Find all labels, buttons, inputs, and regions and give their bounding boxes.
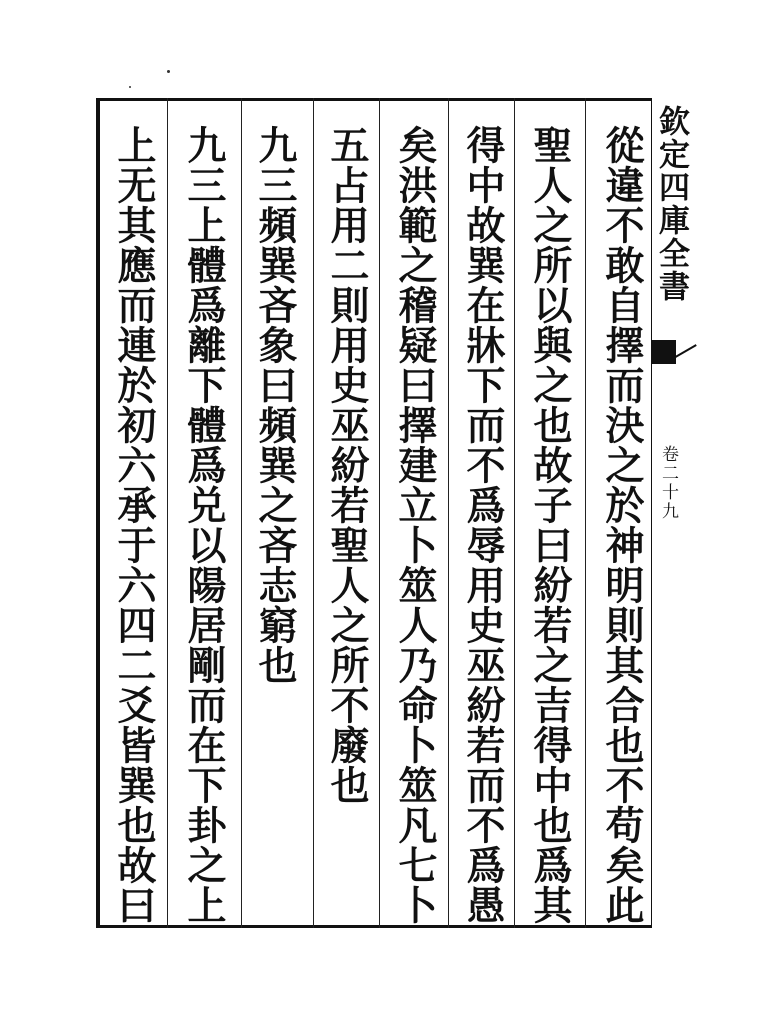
column-rule [448,98,449,928]
column-text: 上无其應而連於初六承于六四二爻皆巽也故曰 [111,125,157,925]
scan-speck [129,86,131,88]
text-column-6 [243,125,307,925]
text-column-3 [451,125,515,925]
column-text: 九三頻巽吝象曰頻巽之吝志窮也 [252,125,298,685]
column-rule [585,98,586,928]
text-column-1 [590,125,654,925]
column-text: 聖人之所以與之也故子曰紛若之吉得中也爲其 [527,125,573,925]
scan-speck [167,70,170,73]
column-text: 矣洪範之稽疑曰擇建立卜筮人乃命卜筮凡七卜 [392,125,438,925]
text-column-4 [383,125,447,925]
column-text: 九三上體爲離下體爲兑以陽居剛而在下卦之上 [181,125,227,925]
column-text: 從違不敢自擇而決之於神明則其合也不苟矣此 [599,125,645,925]
text-column-7 [172,125,236,925]
column-rule [167,98,168,928]
text-column-2 [518,125,582,925]
column-rule [379,98,380,928]
column-text: 五占用二則用史巫紛若聖人之所不廢也 [324,125,370,805]
book-title: 欽定四庫全書 [653,105,689,303]
column-rule [313,98,314,928]
text-column-8 [102,125,166,925]
fishtail-mark-icon [652,340,676,364]
column-text: 得中故巽在牀下而不爲辱用史巫紛若而不爲愚 [460,125,506,925]
text-column-5 [315,125,379,925]
column-rule [241,98,242,928]
chapter-label: 卷二十九 [658,445,678,521]
